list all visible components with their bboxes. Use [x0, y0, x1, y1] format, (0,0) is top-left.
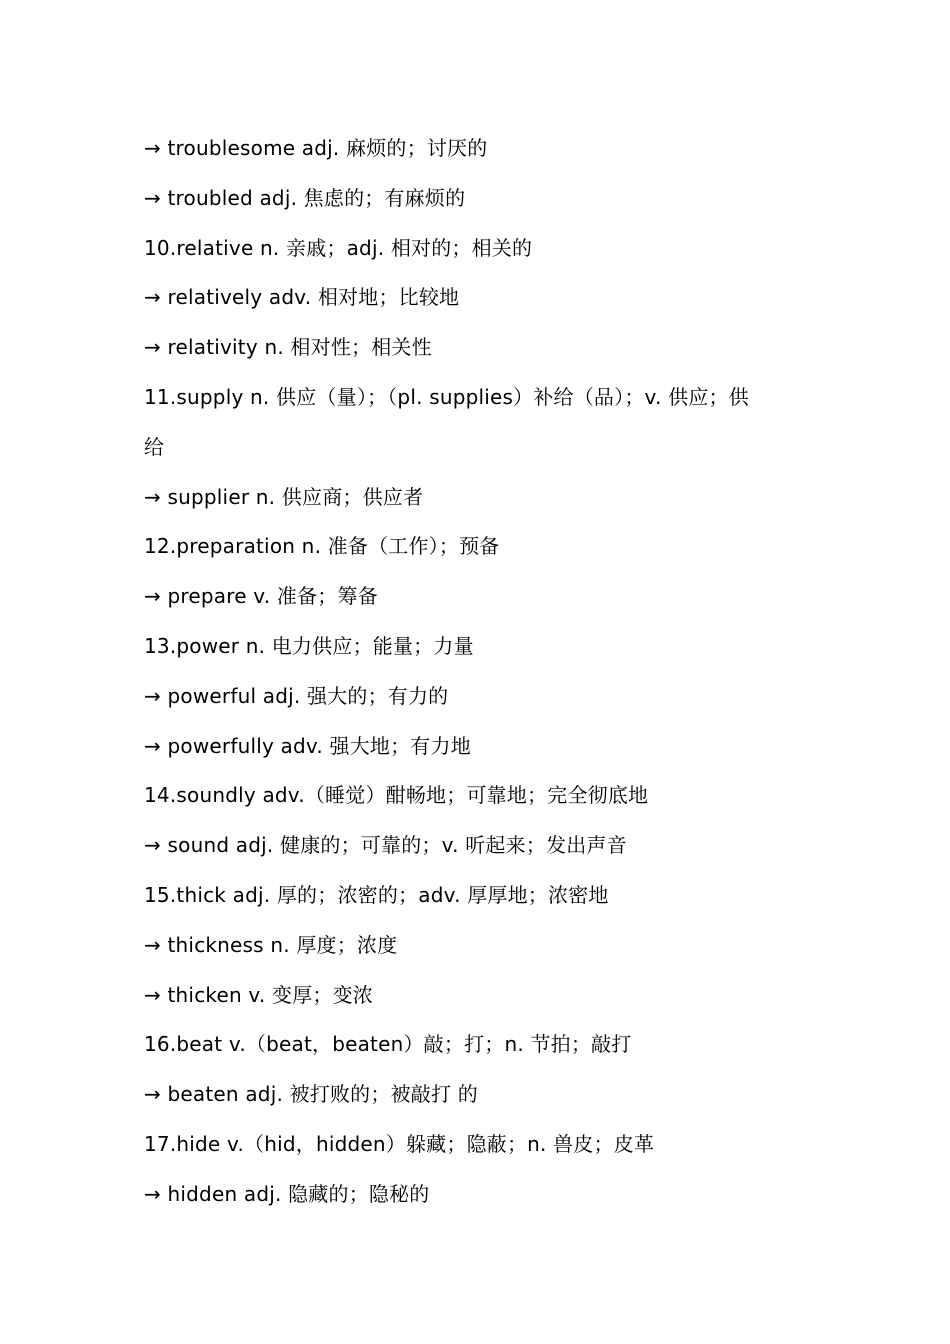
vocab-line: → relatively adv. 相对地；比较地	[144, 285, 460, 310]
vocab-line: → thicken v. 变厚；变浓	[144, 982, 373, 1007]
vocab-line: → supplier n. 供应商；供应者	[144, 484, 424, 509]
vocab-line: 16.beat v.（beat，beaten）敲；打；n. 节拍；敲打	[144, 1032, 632, 1057]
vocab-line: → powerful adj. 强大的；有力的	[144, 683, 449, 708]
vocab-line: → troublesome adj. 麻烦的；讨厌的	[144, 136, 488, 160]
vocab-line: → thickness n. 厚度；浓度	[144, 932, 398, 957]
vocab-line: 14.soundly adv.（睡觉）酣畅地；可靠地；完全彻底地	[144, 783, 649, 808]
vocab-line: 12.preparation n. 准备（工作）；预备	[144, 534, 500, 559]
vocab-line: 15.thick adj. 厚的；浓密的；adv. 厚厚地；浓密地	[144, 882, 609, 907]
vocab-line: → beaten adj. 被打败的；被敲打 的	[144, 1082, 478, 1107]
vocab-line: → hidden adj. 隐藏的；隐秘的	[144, 1181, 430, 1206]
vocab-line: → relativity n. 相对性；相关性	[144, 335, 432, 360]
vocab-line: → troubled adj. 焦虑的；有麻烦的	[144, 185, 466, 210]
vocab-line: 给	[144, 434, 165, 459]
vocab-line: → powerfully adv. 强大地；有力地	[144, 733, 471, 758]
vocab-line: 13.power n. 电力供应；能量；力量	[144, 633, 474, 658]
vocab-line: → prepare v. 准备；筹备	[144, 584, 378, 609]
vocab-line: 10.relative n. 亲戚；adj. 相对的；相关的	[144, 235, 533, 260]
vocabulary-list	[144, 124, 814, 1220]
vocab-line: 11.supply n. 供应（量）；（pl. supplies）补给（品）；v. 供应；供	[144, 384, 749, 409]
vocab-line: → sound adj. 健康的；可靠的；v. 听起来；发出声音	[144, 833, 627, 858]
vocab-line: 17.hide v.（hid，hidden）躲藏；隐蔽；n. 兽皮；皮革	[144, 1131, 655, 1156]
